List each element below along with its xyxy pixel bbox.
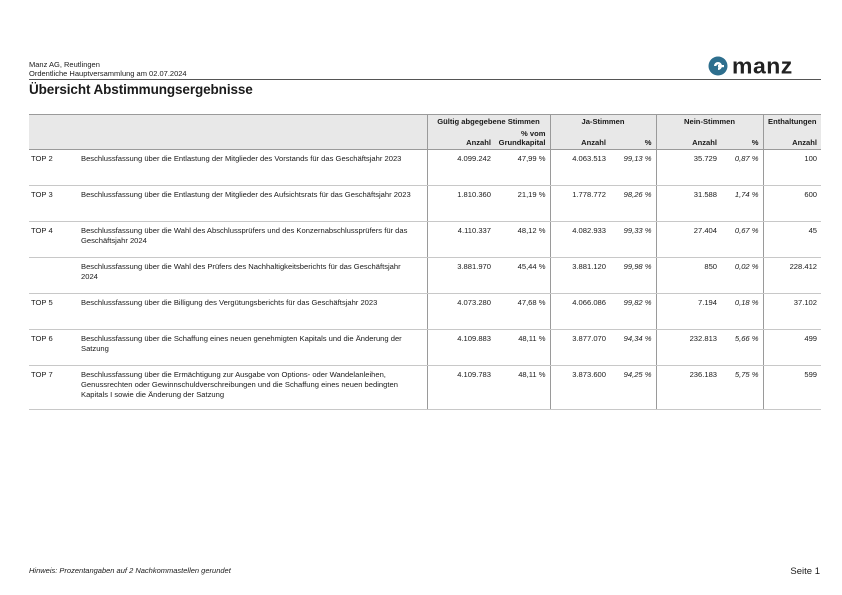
yes-votes: 3.873.600	[550, 366, 610, 410]
no-pct: 0,02 %	[721, 258, 763, 294]
top-label: TOP 4	[29, 222, 79, 258]
share-capital-pct: 47,99 %	[495, 150, 550, 186]
table-sub-header	[29, 128, 821, 150]
group-gueltig: Gültig abgegebene Stimmen	[427, 115, 550, 128]
top-label: TOP 6	[29, 330, 79, 366]
no-pct: 5,75 %	[721, 366, 763, 410]
company-name: Manz AG, Reutlingen	[29, 60, 100, 69]
no-votes: 232.813	[656, 330, 721, 366]
valid-votes: 1.810.360	[427, 186, 495, 222]
header-divider	[29, 79, 821, 80]
yes-votes: 4.063.513	[550, 150, 610, 186]
valid-votes: 4.109.783	[427, 366, 495, 410]
abstentions: 599	[763, 366, 821, 410]
yes-votes: 4.066.086	[550, 294, 610, 330]
resolution-description: Beschlussfassung über die Ermächtigung zur Ausgabe von Options- oder Wandelanleihen, Genussrechten oder Gewinnschuldverschreibungen und die Schaffung eines neuen bedingten Kapitals I sowie die Änderung der Satzung	[79, 366, 427, 410]
top-label: TOP 5	[29, 294, 79, 330]
table-row	[29, 150, 821, 186]
col-nein-anzahl: Anzahl	[656, 128, 721, 150]
yes-votes: 4.082.933	[550, 222, 610, 258]
subheader-blank	[29, 128, 427, 150]
no-votes: 7.194	[656, 294, 721, 330]
no-votes: 850	[656, 258, 721, 294]
no-pct: 5,66 %	[721, 330, 763, 366]
manz-logo	[708, 53, 793, 79]
valid-votes: 4.073.280	[427, 294, 495, 330]
yes-votes: 3.881.120	[550, 258, 610, 294]
share-capital-pct: 47,68 %	[495, 294, 550, 330]
group-ja: Ja-Stimmen	[550, 115, 656, 128]
top-label	[29, 258, 79, 294]
group-nein: Nein-Stimmen	[656, 115, 763, 128]
share-capital-pct: 48,11 %	[495, 330, 550, 366]
top-label: TOP 2	[29, 150, 79, 186]
table-row	[29, 186, 821, 222]
yes-pct: 94,34 %	[610, 330, 656, 366]
top-label: TOP 3	[29, 186, 79, 222]
meeting-name: Ordentliche Hauptversammlung am 02.07.2024	[29, 69, 187, 78]
col-enthaltungen-anzahl: Anzahl	[763, 128, 821, 150]
table-row	[29, 258, 821, 294]
valid-votes: 4.099.242	[427, 150, 495, 186]
table-row	[29, 294, 821, 330]
col-gueltig-anzahl: Anzahl	[427, 128, 495, 150]
no-votes: 35.729	[656, 150, 721, 186]
abstentions: 228.412	[763, 258, 821, 294]
share-capital-pct: 21,19 %	[495, 186, 550, 222]
header-blank	[29, 115, 427, 128]
no-votes: 236.183	[656, 366, 721, 410]
table-group-header	[29, 115, 821, 128]
col-grundkapital: % vom Grundkapital	[495, 128, 550, 150]
abstentions: 37.102	[763, 294, 821, 330]
share-capital-pct: 48,11 %	[495, 366, 550, 410]
no-pct: 0,87 %	[721, 150, 763, 186]
valid-votes: 4.109.883	[427, 330, 495, 366]
results-table-container	[29, 114, 821, 410]
voting-results-table	[29, 114, 821, 410]
manz-logo-icon	[708, 56, 728, 76]
yes-votes: 1.778.772	[550, 186, 610, 222]
no-pct: 0,18 %	[721, 294, 763, 330]
resolution-description: Beschlussfassung über die Wahl des Abschlussprüfers und des Konzernabschlussprüfers für das Geschäftsjahr 2024	[79, 222, 427, 258]
abstentions: 499	[763, 330, 821, 366]
top-label: TOP 7	[29, 366, 79, 410]
no-pct: 1,74 %	[721, 186, 763, 222]
table-row	[29, 330, 821, 366]
abstentions: 600	[763, 186, 821, 222]
col-ja-anzahl: Anzahl	[550, 128, 610, 150]
table-row	[29, 222, 821, 258]
yes-votes: 3.877.070	[550, 330, 610, 366]
page-title: Übersicht Abstimmungsergebnisse	[29, 82, 253, 97]
yes-pct: 98,26 %	[610, 186, 656, 222]
valid-votes: 3.881.970	[427, 258, 495, 294]
yes-pct: 99,82 %	[610, 294, 656, 330]
no-votes: 31.588	[656, 186, 721, 222]
no-votes: 27.404	[656, 222, 721, 258]
table-row	[29, 366, 821, 410]
resolution-description: Beschlussfassung über die Wahl des Prüfers des Nachhaltigkeitsberichts für das Geschäftsjahr 2024	[79, 258, 427, 294]
yes-pct: 99,98 %	[610, 258, 656, 294]
abstentions: 100	[763, 150, 821, 186]
valid-votes: 4.110.337	[427, 222, 495, 258]
resolution-description: Beschlussfassung über die Billigung des Vergütungsberichts für das Geschäftsjahr 2023	[79, 294, 427, 330]
yes-pct: 94,25 %	[610, 366, 656, 410]
footnote: Hinweis: Prozentangaben auf 2 Nachkommastellen gerundet	[29, 566, 231, 575]
col-nein-pct: %	[721, 128, 763, 150]
no-pct: 0,67 %	[721, 222, 763, 258]
document-header	[29, 60, 187, 78]
resolution-description: Beschlussfassung über die Entlastung der Mitglieder des Vorstands für das Geschäftsjahr 2023	[79, 150, 427, 186]
group-enthaltungen: Enthaltungen	[763, 115, 821, 128]
resolution-description: Beschlussfassung über die Schaffung eines neuen genehmigten Kapitals und die Änderung der Satzung	[79, 330, 427, 366]
page-number: Seite 1	[790, 566, 820, 577]
logo-wordmark: manz	[732, 53, 793, 79]
table-body	[29, 150, 821, 410]
share-capital-pct: 48,12 %	[495, 222, 550, 258]
yes-pct: 99,33 %	[610, 222, 656, 258]
share-capital-pct: 45,44 %	[495, 258, 550, 294]
yes-pct: 99,13 %	[610, 150, 656, 186]
col-ja-pct: %	[610, 128, 656, 150]
resolution-description: Beschlussfassung über die Entlastung der Mitglieder des Aufsichtsrats für das Geschäftsjahr 2023	[79, 186, 427, 222]
abstentions: 45	[763, 222, 821, 258]
